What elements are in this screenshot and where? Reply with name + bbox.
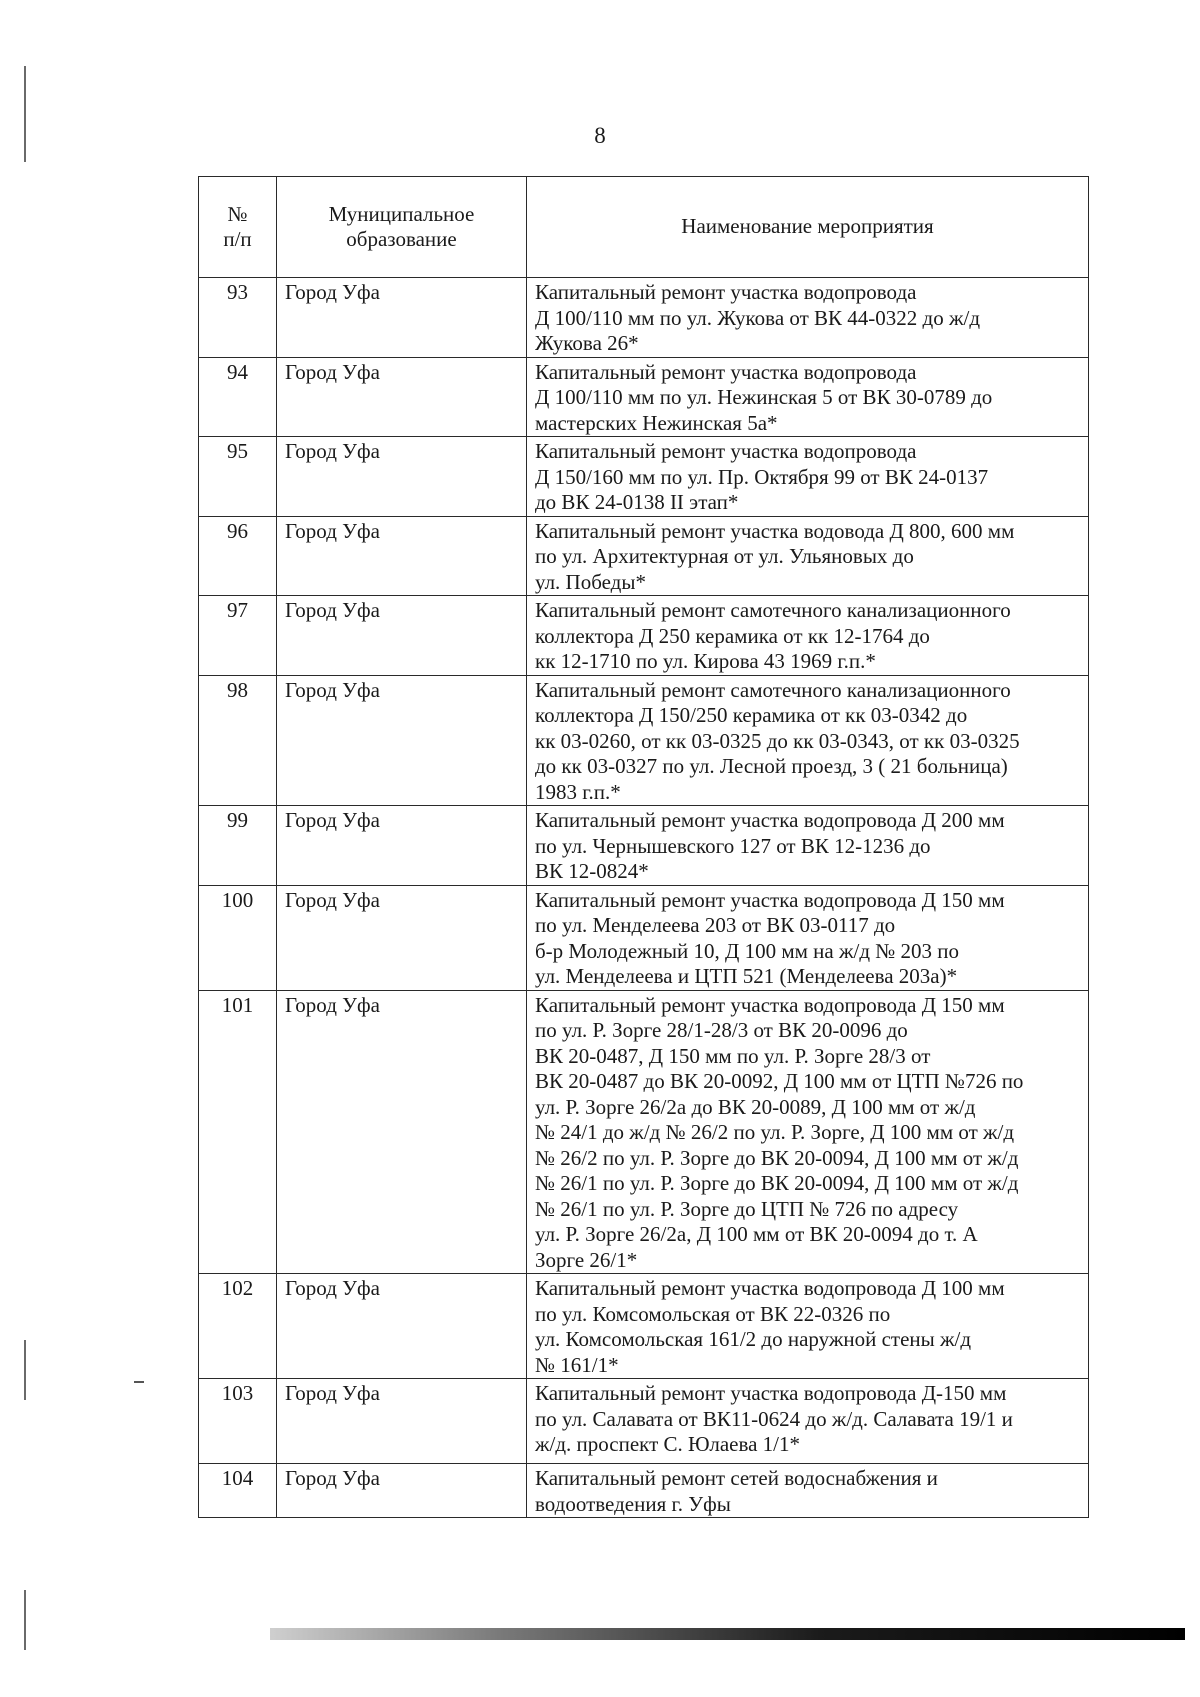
- header-measure: Наименование мероприятия: [527, 177, 1089, 278]
- row-municipality: Город Уфа: [277, 516, 527, 596]
- scan-mark: [134, 1381, 144, 1383]
- measures-table: [198, 176, 1089, 1518]
- row-municipality: Город Уфа: [277, 990, 527, 1274]
- table-header-row: [199, 177, 1089, 278]
- table-body: [199, 278, 1089, 1518]
- row-number: 101: [199, 990, 277, 1274]
- row-number: 98: [199, 675, 277, 806]
- page-number: 8: [594, 123, 606, 148]
- row-municipality: Город Уфа: [277, 357, 527, 437]
- table-row: [199, 437, 1089, 517]
- row-measure: Капитальный ремонт участка водопровода Д 100 мм по ул. Комсомольская от ВК 22-0326 по ул. Комсомольская 161/2 до наружной стены ж/д № 161/1*: [527, 1274, 1089, 1379]
- row-number: 103: [199, 1379, 277, 1464]
- row-number: 104: [199, 1464, 277, 1518]
- row-measure: Капитальный ремонт самотечного канализационного коллектора Д 250 керамика от кк 12-1764 до кк 12-1710 по ул. Кирова 43 1969 г.п.*: [527, 596, 1089, 676]
- table-row: [199, 516, 1089, 596]
- header-number: № п/п: [199, 177, 277, 278]
- table-row: [199, 1274, 1089, 1379]
- row-number: 96: [199, 516, 277, 596]
- row-measure: Капитальный ремонт участка водопровода Д 200 мм по ул. Чернышевского 127 от ВК 12-1236 до ВК 12-0824*: [527, 806, 1089, 886]
- row-number: 102: [199, 1274, 277, 1379]
- row-municipality: Город Уфа: [277, 278, 527, 358]
- row-measure: Капитальный ремонт участка водовода Д 800, 600 мм по ул. Архитектурная от ул. Ульяновых до ул. Победы*: [527, 516, 1089, 596]
- row-measure: Капитальный ремонт участка водопровода Д 150 мм по ул. Менделеева 203 от ВК 03-0117 до б-р Молодежный 10, Д 100 мм на ж/д № 203 по ул. Менделеева и ЦТП 521 (Менделеева 203а)*: [527, 885, 1089, 990]
- row-number: 93: [199, 278, 277, 358]
- row-municipality: Город Уфа: [277, 675, 527, 806]
- row-number: 94: [199, 357, 277, 437]
- row-number: 100: [199, 885, 277, 990]
- row-measure: Капитальный ремонт участка водопровода Д-150 мм по ул. Салавата от ВК11-0624 до ж/д. Салавата 19/1 и ж/д. проспект С. Юлаева 1/1*: [527, 1379, 1089, 1464]
- row-measure: Капитальный ремонт участка водопровода Д 150/160 мм по ул. Пр. Октября 99 от ВК 24-0137 до ВК 24-0138 II этап*: [527, 437, 1089, 517]
- table-row: [199, 885, 1089, 990]
- table-row: [199, 278, 1089, 358]
- row-measure: Капитальный ремонт участка водопровода Д 150 мм по ул. Р. Зорге 28/1-28/3 от ВК 20-0096 до ВК 20-0487, Д 150 мм по ул. Р. Зорге 28/3 от ВК 20-0487 до ВК 20-0092, Д 100 мм от ЦТП №726 по ул. Р. Зорге 26/2а до ВК 20-0089, Д 100 мм от ж/д № 24/1 до ж/д № 26/2 по ул. Р. Зорге, Д 100 мм от ж/д № 26/2 по ул. Р. Зорге до ВК 20-0094, Д 100 мм от ж/д № 26/1 по ул. Р. Зорге до ВК 20-0094, Д 100 мм от ж/д № 26/1 по ул. Р. Зорге до ЦТП № 726 по адресу ул. Р. Зорге 26/2а, Д 100 мм от ВК 20-0094 до т. А Зорге 26/1*: [527, 990, 1089, 1274]
- row-measure: Капитальный ремонт сетей водоснабжения и водоотведения г. Уфы: [527, 1464, 1089, 1518]
- row-number: 97: [199, 596, 277, 676]
- table-row: [199, 990, 1089, 1274]
- row-municipality: Город Уфа: [277, 885, 527, 990]
- row-municipality: Город Уфа: [277, 437, 527, 517]
- row-municipality: Город Уфа: [277, 1379, 527, 1464]
- row-measure: Капитальный ремонт участка водопровода Д 100/110 мм по ул. Нежинская 5 от ВК 30-0789 до мастерских Нежинская 5а*: [527, 357, 1089, 437]
- table-row: [199, 806, 1089, 886]
- table-row: [199, 1379, 1089, 1464]
- row-municipality: Город Уфа: [277, 806, 527, 886]
- scan-edge-line: [24, 66, 26, 162]
- scan-edge-line: [24, 1590, 26, 1650]
- row-measure: Капитальный ремонт участка водопровода Д 100/110 мм по ул. Жукова от ВК 44-0322 до ж/д Жукова 26*: [527, 278, 1089, 358]
- table-row: [199, 1464, 1089, 1518]
- row-municipality: Город Уфа: [277, 1274, 527, 1379]
- row-measure: Капитальный ремонт самотечного канализационного коллектора Д 150/250 керамика от кк 03-0342 до кк 03-0260, от кк 03-0325 до кк 03-0343, от кк 03-0325 до кк 03-0327 по ул. Лесной проезд, 3 ( 21 больница) 1983 г.п.*: [527, 675, 1089, 806]
- row-number: 95: [199, 437, 277, 517]
- table-row: [199, 675, 1089, 806]
- table-row: [199, 596, 1089, 676]
- table-row: [199, 357, 1089, 437]
- header-municipality: Муниципальное образование: [277, 177, 527, 278]
- scan-edge-line: [24, 1340, 26, 1400]
- row-municipality: Город Уфа: [277, 596, 527, 676]
- row-number: 99: [199, 806, 277, 886]
- row-municipality: Город Уфа: [277, 1464, 527, 1518]
- scan-bottom-line: [270, 1628, 1185, 1640]
